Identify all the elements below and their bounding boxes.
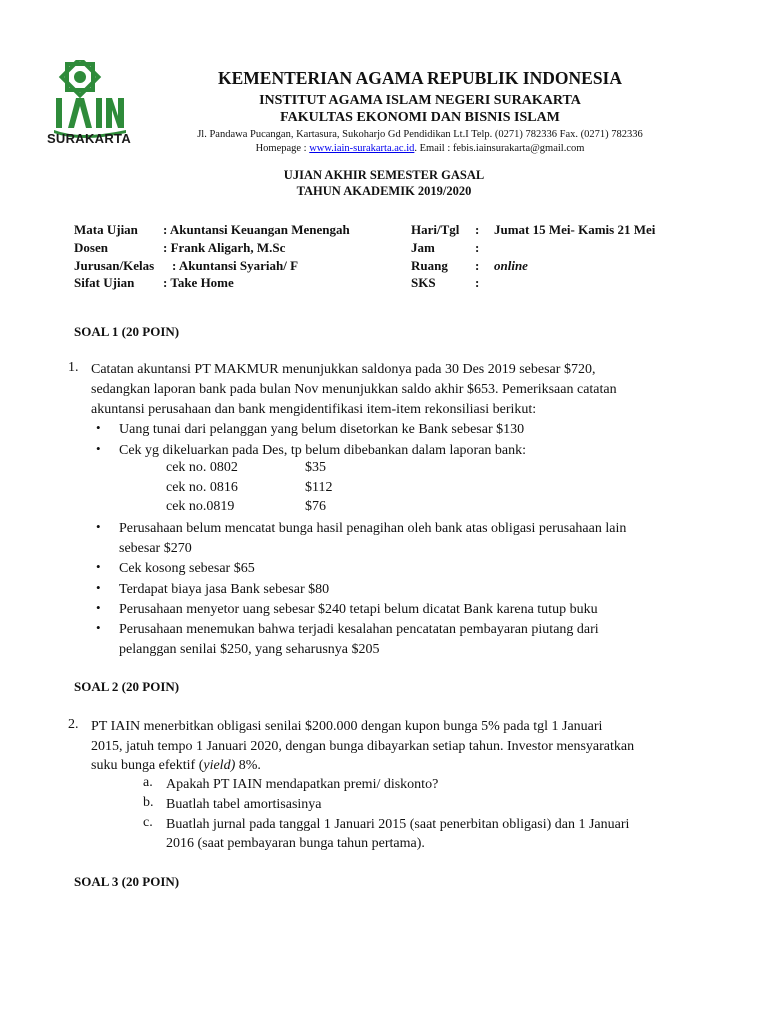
exam-title: UJIAN AKHIR SEMESTER GASAL (283, 168, 485, 182)
info-label-hari: Hari/Tgl (411, 222, 460, 237)
soal2-line3 (91, 756, 695, 776)
info-label-sks: SKS (411, 275, 436, 290)
soal3-heading: SOAL 3 (20 POIN) (74, 874, 180, 889)
faculty-title: FAKULTAS EKONOMI DAN BISNIS ISLAM (280, 110, 560, 125)
soal1-item-cont: pelanggan senilai $250, yang seharusnya $205 (119, 642, 380, 657)
email-text: . Email : febis.iainsurakarta@gmail.com (414, 143, 585, 154)
soal1-intro-line3: akuntansi perusahaan dan bank mengidentifikasi item-item rekonsiliasi berikut: (91, 402, 537, 417)
soal2-yield: yield) (203, 758, 236, 773)
info-label-jurusan: Jurusan/Kelas (74, 258, 155, 273)
cheque-number: cek no.0819 (166, 499, 235, 514)
info-colon-jam: : (475, 240, 480, 255)
soal1-item-cont: sebesar $270 (119, 541, 192, 556)
soal1-heading: SOAL 1 (20 POIN) (74, 324, 180, 339)
soal1-item: Perusahaan belum mencatat bunga hasil penagihan oleh bank atas obligasi perusahaan lain (119, 521, 627, 536)
soal1-item: Cek kosong sebesar $65 (119, 561, 255, 576)
soal2-line2: 2015, jatuh tempo 1 Januari 2020, dengan bunga dibayarkan setiap tahun. Investor mensyaratkan (91, 739, 635, 754)
info-label-dosen: Dosen (74, 240, 108, 255)
info-label-jam: Jam (411, 240, 435, 255)
soal2-line3-a: suku bunga efektif ( (91, 758, 204, 773)
soal1-item: Terdapat biaya jasa Bank sebesar $80 (119, 582, 330, 597)
cheque-amount: $76 (305, 499, 326, 514)
soal2-line1: PT IAIN menerbitkan obligasi senilai $200.000 dengan kupon bunga 5% pada tgl 1 Januari (91, 719, 603, 734)
info-value-jurusan: : Akuntansi Syariah/ F (172, 258, 299, 273)
soal1-item: Perusahaan menemukan bahwa terjadi kesalahan pencatatan pembayaran piutang dari (119, 622, 599, 637)
info-value-ruang: online (494, 258, 528, 273)
soal1-item: Cek yg dikeluarkan pada Des, tp belum dibebankan dalam laporan bank: (119, 443, 527, 458)
info-colon-ruang: : (475, 258, 480, 273)
bullet-icon: • (96, 559, 101, 574)
address-line: Jl. Pandawa Pucangan, Kartasura, Sukoharjo Gd Pendidikan Lt.I Telp. (0271) 782336 Fax. (0271) 782336 (197, 129, 643, 140)
soal2-item-letter: c. (143, 815, 153, 830)
soal1-item: Uang tunai dari pelanggan yang belum disetorkan ke Bank sebesar $130 (119, 422, 525, 437)
homepage-label: Homepage : (255, 143, 310, 154)
homepage-line (130, 143, 710, 154)
bullet-icon: • (96, 519, 101, 534)
bullet-icon: • (96, 620, 101, 635)
soal2-item: Buatlah tabel amortisasinya (166, 797, 322, 812)
exam-year: TAHUN AKADEMIK 2019/2020 (296, 184, 472, 198)
soal1-item: Perusahaan menyetor uang sebesar $240 tetapi belum dicatat Bank karena tutup buku (119, 602, 598, 617)
info-label-sifat: Sifat Ujian (74, 275, 135, 290)
soal2-item-letter: a. (143, 775, 153, 790)
info-colon-hari: : (475, 222, 480, 237)
info-value-sifat: : Take Home (163, 275, 234, 290)
soal1-intro-line2: sedangkan laporan bank pada bulan Nov menunjukkan saldo akhir $653. Pemeriksaan catatan (91, 382, 617, 397)
institute-title: INSTITUT AGAMA ISLAM NEGERI SURAKARTA (259, 93, 581, 108)
cheque-amount: $112 (305, 480, 333, 495)
soal2-item: Apakah PT IAIN mendapatkan premi/ diskonto? (166, 777, 439, 792)
logo-caption: SURAKARTA (46, 131, 132, 146)
soal1-number: 1. (68, 360, 79, 375)
info-value-dosen: : Frank Aligarh, M.Sc (163, 240, 286, 255)
soal2-item-cont: 2016 (saat pembayaran bunga tahun pertama). (166, 836, 425, 851)
bullet-icon: • (96, 420, 101, 435)
bullet-icon: • (96, 441, 101, 456)
soal2-line3-c: 8%. (235, 758, 261, 773)
cheque-number: cek no. 0816 (166, 480, 238, 495)
info-value-mata-ujian: : Akuntansi Keuangan Menengah (163, 222, 350, 237)
soal1-intro-line1: Catatan akuntansi PT MAKMUR menunjukkan saldonya pada 30 Des 2019 sebesar $720, (91, 362, 596, 377)
info-value-hari: Jumat 15 Mei- Kamis 21 Mei (494, 222, 656, 237)
soal2-number: 2. (68, 717, 79, 732)
ministry-title: KEMENTERIAN AGAMA REPUBLIK INDONESIA (217, 68, 622, 88)
homepage-link[interactable]: www.iain-surakarta.ac.id (309, 143, 415, 154)
bullet-icon: • (96, 600, 101, 615)
bullet-icon: • (96, 580, 101, 595)
info-colon-sks: : (475, 275, 480, 290)
cheque-amount: $35 (305, 460, 326, 475)
soal2-heading: SOAL 2 (20 POIN) (74, 679, 180, 694)
soal2-item: Buatlah jurnal pada tanggal 1 Januari 2015 (saat penerbitan obligasi) dan 1 Januari (166, 817, 630, 832)
info-label-ruang: Ruang (411, 258, 448, 273)
info-label-mata-ujian: Mata Ujian (74, 222, 138, 237)
soal2-item-letter: b. (143, 795, 154, 810)
cheque-number: cek no. 0802 (166, 460, 238, 475)
